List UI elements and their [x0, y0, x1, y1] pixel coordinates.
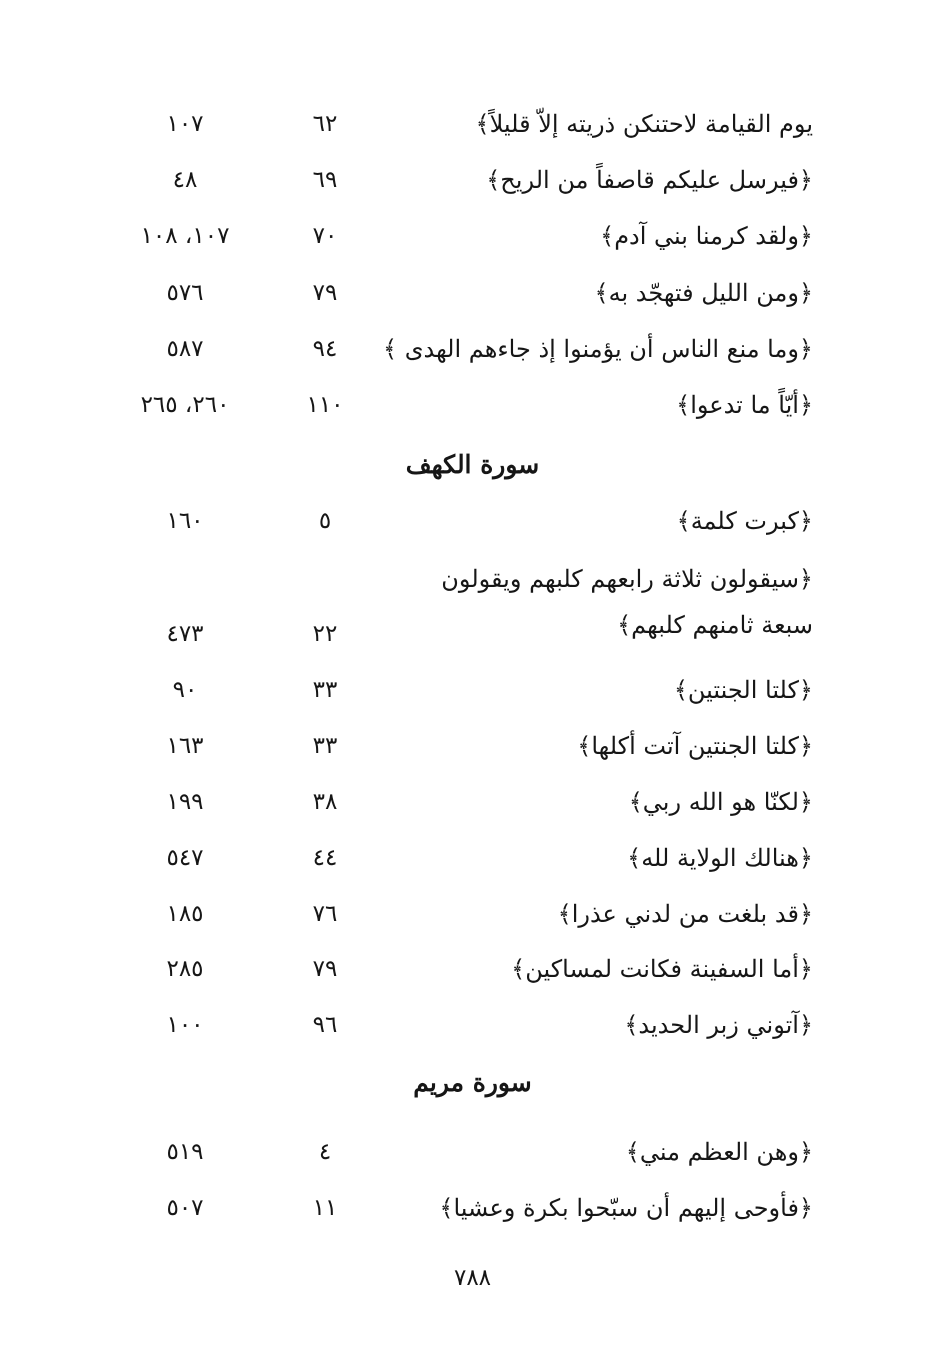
verse-text: ﴿كلتا الجنتين آتت أكلها﴾ — [577, 732, 813, 760]
ayah-number: ٧٠ — [312, 223, 338, 249]
verse-text: ﴿وهن العظم مني﴾ — [625, 1138, 813, 1166]
page-reference: ١٦٣ — [166, 733, 204, 759]
verse-text: ﴿فيرسل عليكم قاصفاً من الريح﴾ — [486, 166, 813, 194]
verse-text: ﴿أما السفينة فكانت لمساكين﴾ — [511, 955, 813, 983]
ayah-number: ٢٢ — [312, 621, 338, 647]
ayah-number: ٤٤ — [312, 845, 338, 871]
verse-text: ﴿ولقد كرمنا بني آدم﴾ — [600, 222, 813, 250]
surah-heading: سورة الكهف — [405, 450, 540, 479]
verse-text: ﴿كبرت كلمة﴾ — [676, 507, 813, 535]
page-reference: ٢٦٠، ٢٦٥ — [140, 392, 230, 418]
page-reference: ٥١٩ — [166, 1139, 204, 1165]
ayah-number: ٣٣ — [312, 677, 338, 703]
ayah-number: ٣٨ — [312, 789, 338, 815]
page-reference: ١٦٠ — [166, 508, 204, 534]
ayah-number: ٣٣ — [312, 733, 338, 759]
ayah-number: ١١٠ — [306, 392, 344, 418]
verse-text: ﴿فأوحى إليهم أن سبّحوا بكرة وعشيا﴾ — [439, 1194, 813, 1222]
verse-text: ﴿قد بلغت من لدني عذرا﴾ — [557, 900, 813, 928]
verse-text: ﴿ومن الليل فتهجّد به﴾ — [594, 279, 813, 307]
page-reference: ٩٠ — [172, 677, 198, 703]
verse-text: ﴿وما منع الناس أن يؤمنوا إذ جاءهم الهدى ﴾ — [383, 335, 813, 363]
page-number: ٧٨٨ — [453, 1265, 492, 1291]
ayah-number: ٦٩ — [312, 167, 338, 193]
page-reference: ١٠٠ — [166, 1012, 204, 1038]
page-reference: ١٠٧ — [166, 111, 204, 137]
ayah-number: ٧٩ — [312, 280, 338, 306]
verse-text: ﴿هنالك الولاية لله﴾ — [627, 844, 813, 872]
ayah-number: ٤ — [318, 1139, 332, 1165]
page-reference: ٢٨٥ — [166, 956, 204, 982]
ayah-number: ١١ — [312, 1195, 338, 1221]
ayah-number: ٧٩ — [312, 956, 338, 982]
ayah-number: ٩٤ — [312, 336, 338, 362]
page-reference: ٥٨٧ — [166, 336, 204, 362]
page-reference: ٥٧٦ — [166, 280, 204, 306]
verse-text: ﴿أيّاً ما تدعوا﴾ — [676, 391, 813, 419]
verse-text: يوم القيامة لاحتنكن ذريته إلاّ قليلاً﴾ — [475, 110, 813, 138]
ayah-number: ٦٢ — [312, 111, 338, 137]
ayah-number: ٧٦ — [312, 901, 338, 927]
page-reference: ١٨٥ — [166, 901, 204, 927]
surah-heading: سورة مريم — [413, 1068, 532, 1097]
ayah-number: ٥ — [318, 508, 332, 534]
verse-text: ﴿سيقولون ثلاثة رابعهم كلبهم ويقولون سبعة ثامنهم كلبهم﴾ — [441, 565, 813, 639]
verse-text: ﴿كلتا الجنتين﴾ — [673, 676, 813, 704]
ayah-number: ٩٦ — [312, 1012, 338, 1038]
page-reference: ٤٨ — [172, 167, 198, 193]
verse-text: ﴿آتوني زبر الحديد﴾ — [624, 1011, 813, 1039]
page-reference: ٤٧٣ — [166, 621, 204, 647]
page-reference: ٥٠٧ — [166, 1195, 204, 1221]
page-reference: ٥٤٧ — [166, 845, 204, 871]
page-reference: ١٩٩ — [166, 789, 204, 815]
page-reference: ١٠٧، ١٠٨ — [140, 223, 230, 249]
verse-text: ﴿لكنّا هو الله ربي﴾ — [628, 788, 813, 816]
